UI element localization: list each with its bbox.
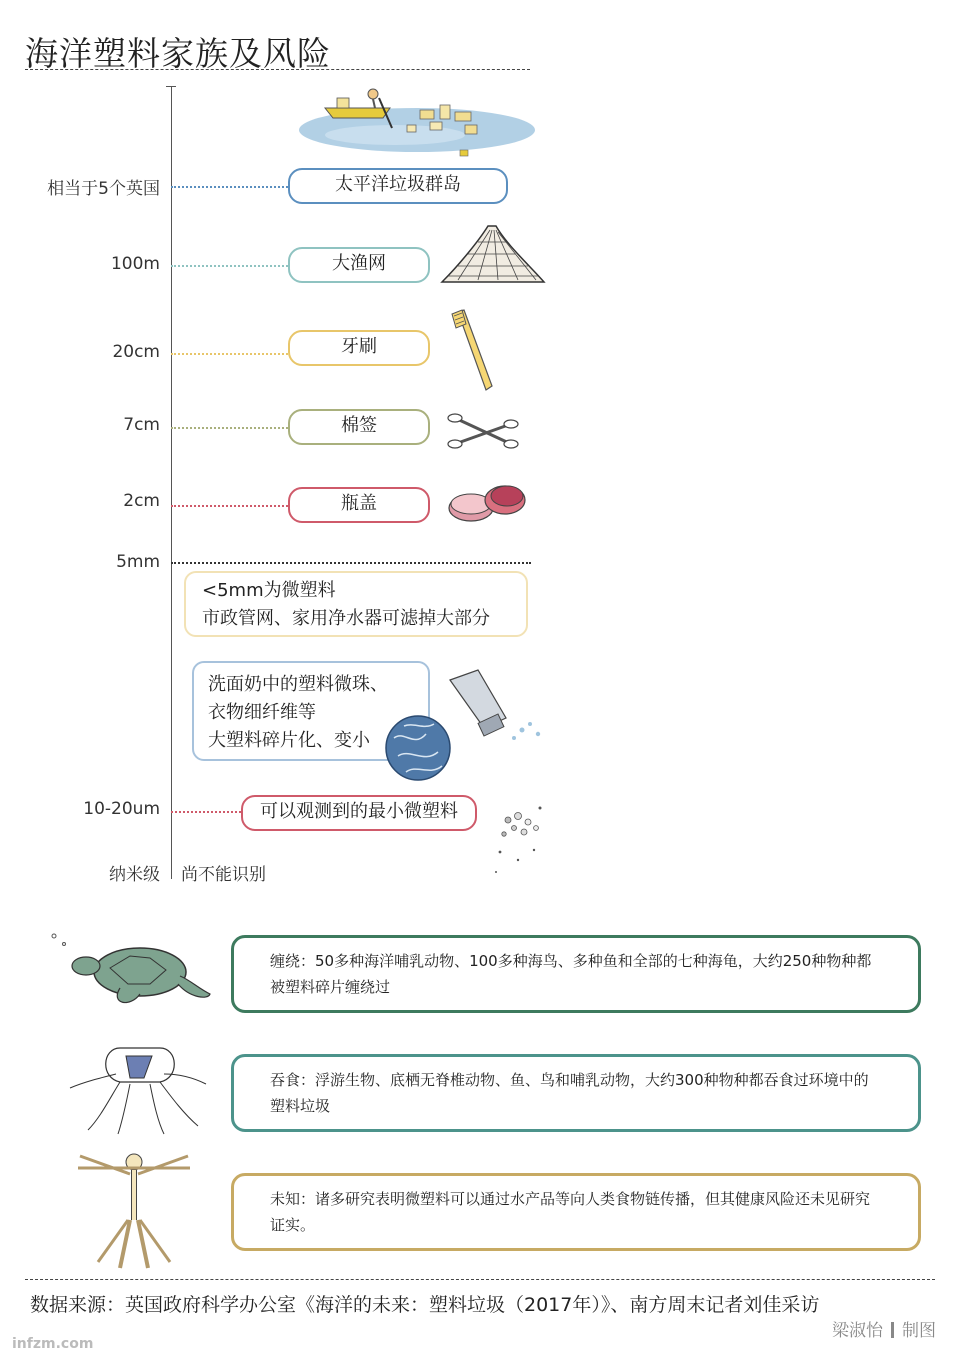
scale-label-7cm: 7cm [123,415,160,435]
risk-box-ingestion: 吞食：浮游生物、底栖无脊椎动物、鱼、鸟和哺乳动物，大约300种物种都吞食过环境中的塑料垃圾 [231,1054,921,1132]
leader-line [171,353,288,355]
leader-line [171,186,288,188]
scale-label-10-20um: 10-20um [83,799,160,819]
filter-note-line: 市政管网、家用净水器可滤掉大部分 [202,608,490,629]
source-line: 洗面奶中的塑料微珠、 [208,674,388,695]
scale-label-five-uk: 相当于5个英国 [47,179,160,199]
risk-box-unknown: 未知：诸多研究表明微塑料可以通过水产品等向人类食物链传播，但其健康风险还未见研究证实。 [231,1173,921,1251]
footer-divider [25,1279,935,1280]
smallest-microplastic-particles-icon [488,800,558,882]
risk-box-entanglement: 缠绕：50多种海洋哺乳动物、100多种海鸟、多种鱼和全部的七种海龟，大约250种物种都被塑料碎片缠绕过 [231,935,921,1013]
leader-line [171,427,288,429]
scale-label-20cm: 20cm [112,342,160,362]
scale-label-nano: 纳米级 [109,865,160,885]
size-scale-axis-top-tick [166,86,176,87]
source-line: 大塑料碎片化、变小 [208,730,370,751]
leader-line [171,265,288,267]
item-box-bottle-cap: 瓶盖 [288,487,430,523]
scale-label-100m: 100m [110,254,160,274]
cotton-swab-icon [447,410,519,452]
microplastic-definition-box [184,571,528,637]
nano-unidentified-text: 尚不能识别 [181,865,266,885]
item-box-toothbrush: 牙刷 [288,330,430,366]
leader-line [171,505,288,507]
garbage-island-icon [295,80,540,165]
site-watermark: infzm.com [12,1336,94,1352]
bottle-cap-icon [447,478,529,528]
credit-separator [891,1322,894,1338]
scale-label-2cm: 2cm [123,491,160,511]
credit-author: 梁淑怡 [832,1321,883,1341]
item-box-cotton-swab: 棉签 [288,409,430,445]
jellyfish-icon [60,1038,210,1138]
data-source: 数据来源：英国政府科学办公室《海洋的未来：塑料垃圾（2017年）》、南方周末记者刘佳采访 [30,1294,820,1316]
title-divider [25,69,530,70]
item-box-smallest-microplastic: 可以观测到的最小微塑料 [241,795,477,831]
item-box-fishing-net: 大渔网 [288,247,430,283]
scale-label-5mm: 5mm [116,552,160,572]
page-title: 海洋塑料家族及风险 [25,34,331,73]
item-box-garbage-patch: 太平洋垃圾群岛 [288,168,508,204]
credit-role: 制图 [902,1321,936,1341]
microplastic-definition-line: <5mm为微塑料 [202,580,336,601]
face-wash-microbeads-icon [384,668,554,786]
toothbrush-icon [448,306,496,392]
credit [832,1316,936,1341]
source-line: 衣物细纤维等 [208,702,316,723]
size-scale-axis [171,86,172,879]
leader-line [171,811,241,813]
microplastic-threshold-line [171,562,531,564]
sea-turtle-icon [40,928,220,1018]
vitruvian-man-icon [70,1150,200,1272]
fishing-net-icon [438,222,548,286]
